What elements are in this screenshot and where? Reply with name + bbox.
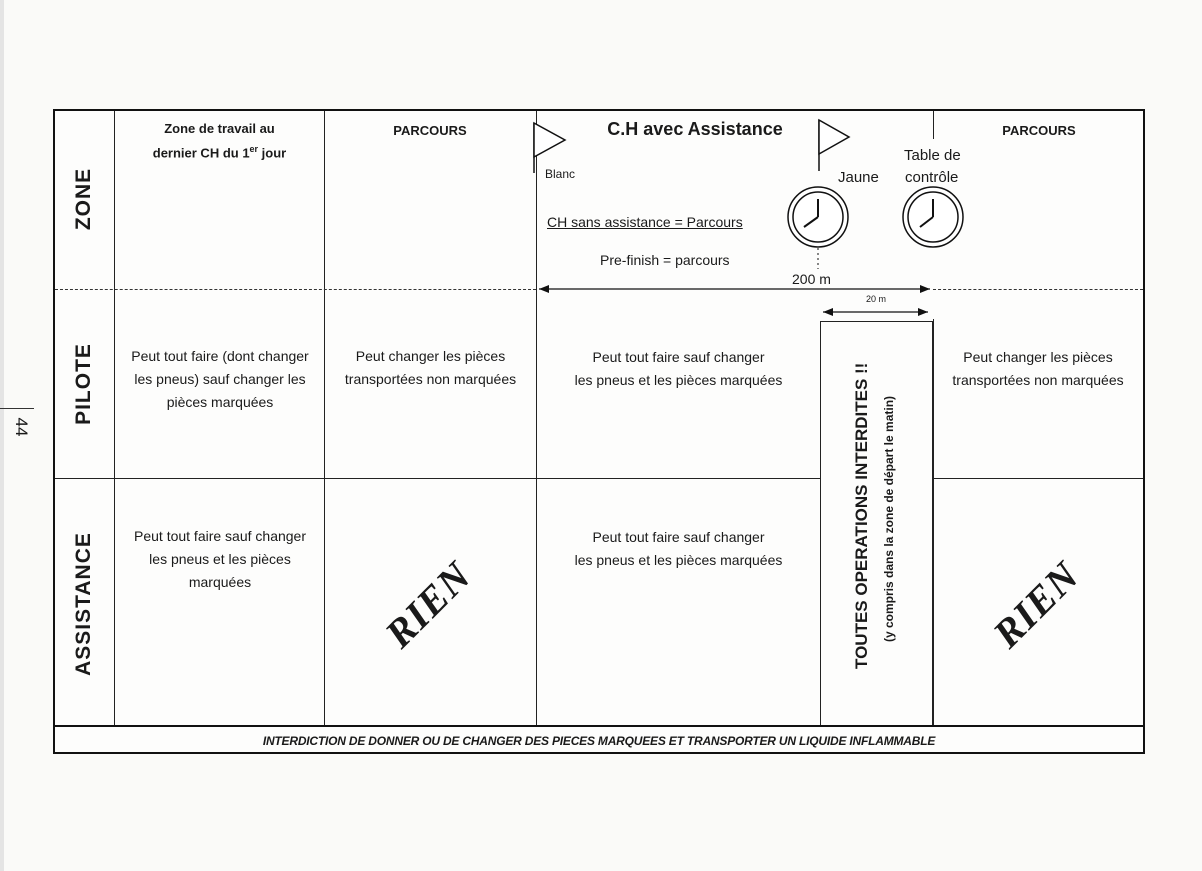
forbidden-sub-text: (y compris dans la zone de départ le matin) (882, 395, 896, 643)
header-ch-assistance: C.H avec Assistance (607, 119, 783, 139)
page-number-tick (0, 408, 34, 409)
pilote-parcours-right-text: Peut changer les pièces transportées non marquées (952, 349, 1124, 388)
arrow-20m (823, 308, 928, 316)
note-prefinish: Pre-finish = parcours (600, 252, 730, 268)
assistance-work-zone-text: Peut tout faire sauf changer les pneus et les pièces marquées (134, 528, 306, 590)
page-number: 44 (12, 417, 31, 437)
assistance-parcours-left-rien: RIEN (376, 552, 480, 657)
page-margin (0, 0, 4, 871)
row-label-pilote: PILOTE (72, 343, 95, 425)
pilote-ch-assistance-text: Peut tout faire sauf changer les pneus et les pièces marquées (574, 349, 783, 388)
distance-20m: 20 m (866, 294, 887, 304)
footer-prohibition: INTERDICTION DE DONNER OU DE CHANGER DES PIECES MARQUEES ET TRANSPORTER UN LIQUIDE INFLAMMABLE (262, 734, 936, 748)
arrow-200m (539, 285, 930, 293)
row-label-zone: ZONE (72, 167, 95, 231)
distance-200m: 200 m (792, 271, 831, 287)
flag-label-jaune: Jaune (838, 169, 879, 186)
clock-icon-ch (788, 187, 848, 247)
flag-label-blanc: Blanc (545, 167, 576, 181)
assistance-parcours-right-rien: RIEN (984, 552, 1088, 657)
header-parcours-right: PARCOURS (1002, 123, 1076, 138)
zone-diagram (53, 109, 1145, 754)
pilote-work-zone-text: Peut tout faire (dont changer les pneus) sauf changer les pièces marquées (131, 348, 309, 410)
flag-blanc-icon (534, 123, 565, 173)
forbidden-main-text: TOUTES OPERATIONS INTERDITES !! (852, 362, 871, 669)
flag-jaune-icon (819, 120, 849, 171)
assistance-ch-assistance-text: Peut tout faire sauf changer les pneus et les pièces marquées (574, 529, 783, 568)
pilote-parcours-left-text: Peut changer les pièces transportées non marquées (344, 348, 517, 387)
header-work-zone: Zone de travail au dernier CH du 1er jour (152, 121, 287, 161)
note-ch-sans-assistance: CH sans assistance = Parcours (547, 214, 743, 230)
flag-label-table-line2: contrôle (905, 169, 959, 186)
row-label-assistance: ASSISTANCE (72, 532, 95, 676)
flag-label-table-line1: Table de (904, 147, 961, 164)
header-parcours-left: PARCOURS (393, 123, 467, 138)
clock-icon-table (903, 187, 963, 247)
diagram-graphics (55, 111, 1143, 752)
